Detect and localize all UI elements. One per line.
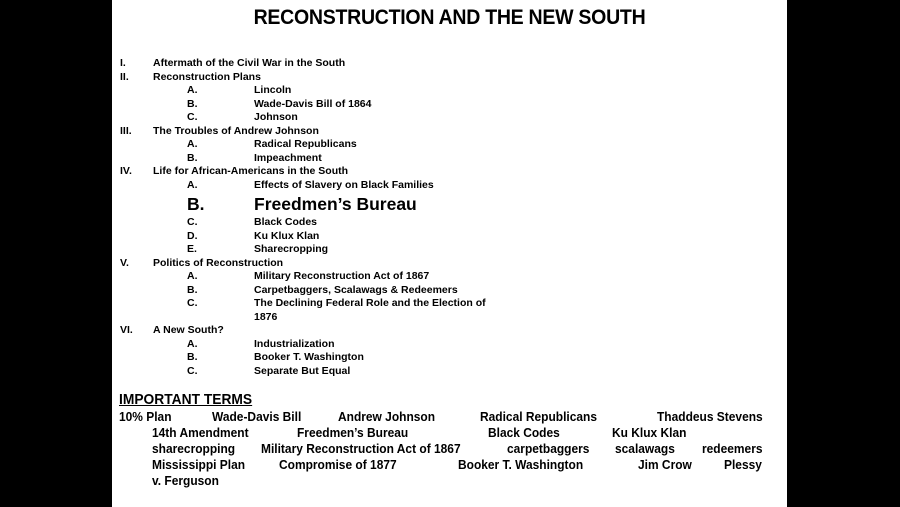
term: redeemers xyxy=(702,441,763,456)
outline-letter: A. xyxy=(187,270,198,282)
term: Compromise of 1877 xyxy=(279,457,397,472)
outline-letter: A. xyxy=(187,337,198,350)
term: Black Codes xyxy=(488,425,560,440)
outline-item xyxy=(112,324,787,338)
outline-text: Life for African-Americans in the South xyxy=(153,165,349,177)
outline-text: Aftermath of the Civil War in the South xyxy=(153,57,346,69)
term: 10% Plan xyxy=(119,409,172,424)
outline-item xyxy=(112,125,787,139)
outline-letter: E. xyxy=(187,243,197,255)
term: Wade-Davis Bill xyxy=(212,409,302,424)
term: Freedmen’s Bureau xyxy=(297,425,409,440)
outline-subitem xyxy=(112,230,787,244)
outline-letter: A. xyxy=(187,138,198,150)
outline-number: V. xyxy=(120,256,129,269)
outline-item xyxy=(112,165,787,179)
outline-subtext: Military Reconstruction Act of 1867 xyxy=(254,270,430,282)
outline-subtext: Ku Klux Klan xyxy=(254,229,320,242)
outline-number: I. xyxy=(120,57,126,69)
outline-text: A New South? xyxy=(153,324,224,336)
slide xyxy=(112,0,787,507)
outline-subitem-highlighted xyxy=(112,192,787,216)
outline-subitem xyxy=(112,243,787,257)
outline-subtext: Freedmen’s Bureau xyxy=(254,194,417,214)
outline-number: IV. xyxy=(120,165,132,177)
term: 14th Amendment xyxy=(152,425,249,440)
outline-subtext: Effects of Slavery on Black Families xyxy=(254,178,434,191)
outline xyxy=(112,57,787,378)
outline-letter: C. xyxy=(187,297,198,309)
outline-subtext: Lincoln xyxy=(254,84,292,96)
outline-item xyxy=(112,257,787,271)
outline-subtext: Sharecropping xyxy=(254,243,329,255)
outline-letter: B. xyxy=(187,351,198,363)
outline-subtext: Johnson xyxy=(254,111,298,123)
outline-subtext: Radical Republicans xyxy=(254,138,357,150)
term: Booker T. Washington xyxy=(458,457,584,472)
outline-subitem xyxy=(112,297,787,311)
term: Andrew Johnson xyxy=(338,409,436,424)
outline-subitem xyxy=(112,111,787,125)
outline-subtext: Booker T. Washington xyxy=(254,351,364,363)
outline-item xyxy=(112,71,787,85)
term: carpetbaggers xyxy=(507,441,590,456)
outline-subtext: Carpetbaggers, Scalawags & Redeemers xyxy=(254,283,458,296)
outline-subitem xyxy=(112,216,787,230)
term: Thaddeus Stevens xyxy=(657,409,763,424)
outline-number: II. xyxy=(120,70,129,83)
outline-text: Politics of Reconstruction xyxy=(153,256,284,269)
outline-subtext: Black Codes xyxy=(254,216,318,228)
outline-subitem xyxy=(112,138,787,152)
outline-letter: C. xyxy=(187,216,198,228)
outline-subtext: Impeachment xyxy=(254,151,322,164)
term: v. Ferguson xyxy=(152,473,219,488)
outline-text: The Troubles of Andrew Johnson xyxy=(153,124,319,137)
outline-subitem xyxy=(112,351,787,365)
outline-letter: B. xyxy=(187,97,198,110)
outline-subitem xyxy=(112,179,787,193)
term: Radical Republicans xyxy=(480,409,597,424)
outline-subitem xyxy=(112,84,787,98)
outline-subitem xyxy=(112,270,787,284)
outline-letter: B. xyxy=(187,151,198,164)
outline-subtext: 1876 xyxy=(254,310,278,323)
term: Military Reconstruction Act of 1867 xyxy=(261,441,461,456)
outline-letter: A. xyxy=(187,178,198,191)
outline-letter: C. xyxy=(187,111,198,123)
important-terms-heading: IMPORTANT TERMS xyxy=(119,391,253,408)
outline-subitem xyxy=(112,98,787,112)
outline-letter: B. xyxy=(187,194,205,214)
outline-subitem xyxy=(112,284,787,298)
outline-item xyxy=(112,57,787,71)
term: sharecropping xyxy=(152,441,236,456)
outline-subitem xyxy=(112,338,787,352)
outline-subtext: Industrialization xyxy=(254,337,335,350)
outline-subitem xyxy=(112,152,787,166)
term: scalawags xyxy=(615,441,675,456)
term: Plessy xyxy=(724,457,762,472)
outline-subtext: Wade-Davis Bill of 1864 xyxy=(254,97,372,110)
outline-number: III. xyxy=(120,124,132,137)
outline-number: VI. xyxy=(120,324,133,336)
outline-subitem xyxy=(112,365,787,379)
slide-title: RECONSTRUCTION AND THE NEW SOUTH xyxy=(253,6,646,29)
outline-letter: B. xyxy=(187,283,198,296)
outline-letter: D. xyxy=(187,229,198,242)
outline-subtext: Separate But Equal xyxy=(254,364,351,377)
outline-letter: A. xyxy=(187,84,198,96)
outline-letter: C. xyxy=(187,364,198,377)
term: Ku Klux Klan xyxy=(612,425,687,440)
outline-text: Reconstruction Plans xyxy=(153,70,261,83)
outline-subitem-continuation xyxy=(112,311,787,325)
outline-subtext: The Declining Federal Role and the Election of xyxy=(254,297,486,309)
term: Jim Crow xyxy=(638,457,692,472)
term: Mississippi Plan xyxy=(152,457,246,472)
